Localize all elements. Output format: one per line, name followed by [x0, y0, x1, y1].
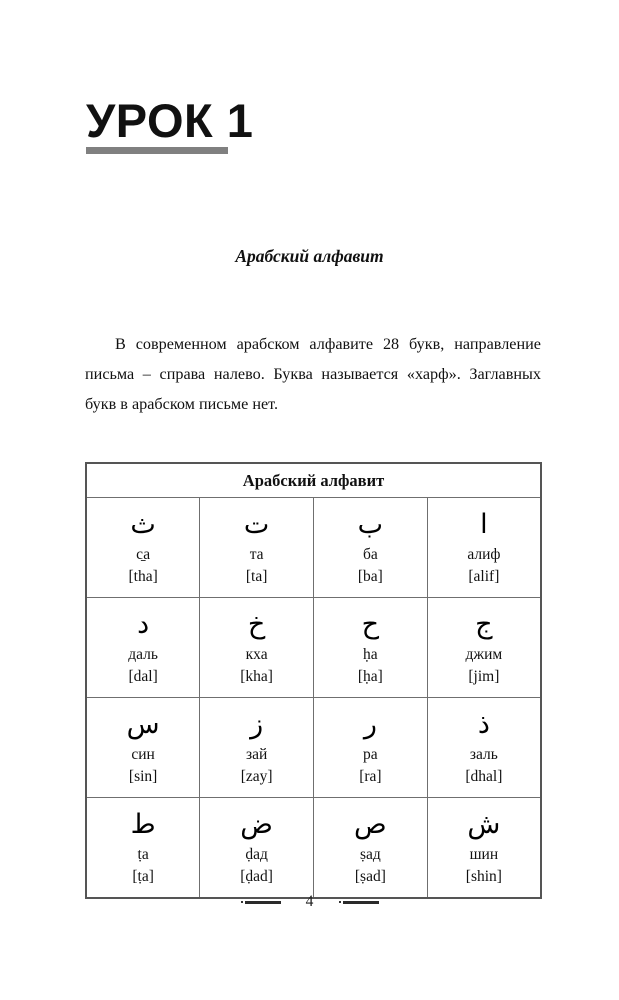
letter-name-ru: джим	[465, 646, 503, 663]
letter-cell	[427, 598, 541, 698]
arabic-letter-glyph: ا	[480, 509, 488, 540]
ornament-dash	[245, 901, 281, 904]
letter-name-ru: даль	[128, 646, 158, 663]
letter-name-ru: алиф	[467, 546, 501, 563]
alphabet-table-wrap	[85, 462, 542, 899]
footer-ornament-right-icon	[339, 901, 379, 904]
letter-cell	[314, 698, 428, 798]
letter-name-ru: ḥа	[363, 646, 378, 663]
table-row	[86, 498, 541, 598]
lesson-title-block	[86, 96, 253, 154]
letter-cell	[427, 698, 541, 798]
letter-name-ru: с̱а	[136, 546, 151, 563]
letter-name-latin: [ṭa]	[132, 868, 154, 885]
arabic-letter-glyph: ب	[357, 509, 384, 540]
arabic-letter-glyph: ت	[243, 509, 270, 540]
arabic-letter-glyph: ط	[130, 809, 156, 840]
table-header-row	[86, 463, 541, 498]
intro-paragraph: В современном арабском алфавите 28 букв, направление письма – справа налево. Буква называется «харф». Заглавных букв в арабском письме нет.	[85, 335, 541, 414]
letter-name-latin: [zay]	[240, 768, 273, 785]
section-heading: Арабский алфавит	[235, 246, 384, 266]
arabic-letter-glyph: ر	[363, 709, 377, 740]
letter-name-ru: та	[249, 546, 264, 563]
arabic-letter-glyph: ح	[361, 609, 380, 640]
page-title: УРОК 1	[86, 94, 254, 147]
letter-cell	[200, 798, 314, 899]
table-row	[86, 598, 541, 698]
letter-cell	[200, 498, 314, 598]
arabic-letter-glyph: ذ	[477, 709, 490, 740]
arabic-letter-glyph: ث	[130, 509, 156, 540]
letter-cell	[86, 698, 200, 798]
letter-name-ru: ра	[363, 746, 378, 763]
letter-cell	[86, 798, 200, 899]
arabic-letter-glyph: ج	[475, 609, 493, 640]
letter-name-latin: [ta]	[245, 568, 268, 585]
letter-cell	[427, 498, 541, 598]
letter-name-latin: [shin]	[465, 868, 502, 885]
letter-name-ru: зай	[245, 746, 268, 763]
letter-name-latin: [ṣad]	[354, 868, 386, 885]
ornament-dot	[241, 901, 243, 903]
page-footer	[0, 893, 619, 911]
letter-name-latin: [ḍad]	[240, 868, 273, 885]
letter-name-ru: ḍад	[245, 846, 268, 863]
ornament-dash	[343, 901, 379, 904]
letter-name-ru: кха	[245, 646, 268, 663]
letter-name-latin: [dal]	[128, 668, 158, 685]
table-row	[86, 698, 541, 798]
letter-name-latin: [kha]	[240, 668, 273, 685]
letter-cell	[200, 698, 314, 798]
arabic-alphabet-table	[85, 462, 542, 899]
letter-cell	[314, 798, 428, 899]
title-underline-rule	[86, 147, 228, 154]
letter-cell	[314, 498, 428, 598]
letter-name-latin: [sin]	[128, 768, 158, 785]
letter-cell	[314, 598, 428, 698]
letter-cell	[86, 498, 200, 598]
letter-cell	[86, 598, 200, 698]
arabic-letter-glyph: س	[126, 709, 160, 740]
page-number: 4	[305, 893, 314, 910]
letter-cell	[200, 598, 314, 698]
letter-name-latin: [ra]	[359, 768, 382, 785]
arabic-letter-glyph: ص	[354, 809, 387, 840]
arabic-letter-glyph: ز	[250, 709, 264, 740]
letter-name-latin: [jim]	[468, 668, 500, 685]
letter-name-latin: [alif]	[468, 568, 500, 585]
letter-name-latin: [dhal]	[465, 768, 503, 785]
footer-ornament-left-icon	[241, 901, 281, 904]
arabic-letter-glyph: د	[137, 609, 150, 640]
letter-name-latin: [ba]	[357, 568, 383, 585]
arabic-letter-glyph: ش	[467, 809, 501, 840]
table-row	[86, 798, 541, 899]
letter-name-ru: син	[131, 746, 155, 763]
ornament-dot	[339, 901, 341, 903]
letter-name-ru: заль	[469, 746, 498, 763]
letter-name-ru: ṣад	[359, 846, 381, 863]
arabic-letter-glyph: ض	[240, 809, 273, 840]
table-caption: Арабский алфавит	[86, 463, 541, 498]
letter-name-ru: ба	[362, 546, 378, 563]
letter-cell	[427, 798, 541, 899]
letter-name-latin: [tha]	[128, 568, 158, 585]
letter-name-ru: шин	[469, 846, 499, 863]
arabic-letter-glyph: خ	[247, 609, 266, 640]
letter-name-ru: ṭа	[137, 846, 149, 863]
letter-name-latin: [ḥa]	[357, 668, 383, 685]
